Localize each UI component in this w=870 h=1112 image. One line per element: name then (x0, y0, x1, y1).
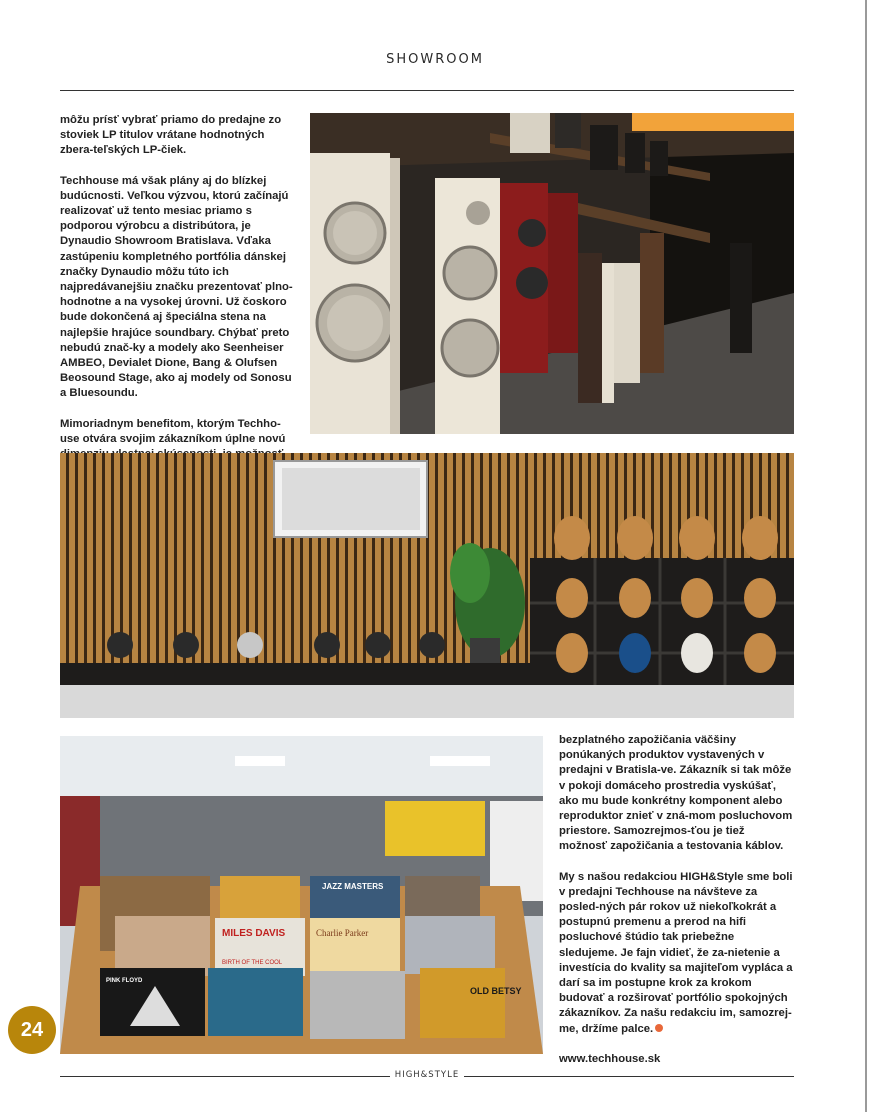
section-header: SHOWROOM (386, 52, 484, 67)
footer-rule-right (464, 1076, 794, 1077)
vinyl-store-photo (60, 736, 543, 1054)
album-label: BIRTH OF THE COOL (222, 960, 283, 966)
paragraph-text: My s našou redakciou HIGH&Style sme boli v predajni Techhouse na návšteve za posled-ných pár rokov už niekoľkokrát a postupnú premenu a prerod na hifi posluchové štúdio tak priebežne sledujeme. Je fajn vidieť, že za-nietenie a investícia do kvality sa majiteľom vypláca a darí sa im postupne krok za krokom budovať a rozširovať portfólio spokojných zákazníkov. Za našu redakciu im, samozrej-me, držíme palce. (559, 870, 793, 1035)
article-column-left (60, 113, 298, 445)
speaker-showroom-photo (310, 113, 794, 434)
website-link[interactable]: www.techhouse.sk (559, 1052, 661, 1065)
headphone-wall-photo (60, 453, 794, 718)
paragraph (559, 870, 795, 1037)
end-mark-icon (655, 1024, 663, 1032)
paragraph: Techhouse má však plány aj do blízkej budúcnosti. Veľkou výzvou, ktorú začínajú realizovať už tento mesiac priamo s podporou výrobcu a distribútora, je Dynaudio Showroom Bratislava. Vďaka zastúpeniu kompletného portfólia dánskej značky Dynaudio môžu túto ich najpredávanejšiu značku prezentovať plno-hodnotne a na vysokej úrovni. Už čoskoro bude dokončená aj špeciálna stena na najlepšie hrajúce soundbary. Chýbať preto nebudú znač-ky a modely ako Seenheiser AMBEO, Devialet Dione, Bang & Olufsen Beosound Stage, ako aj modely od Sonosu a Bluesoundu. (60, 174, 293, 400)
article-column-right (559, 733, 795, 1067)
album-label: PINK FLOYD (106, 978, 143, 984)
paragraph: môžu prísť vybrať priamo do predajne zo stoviek LP titulov vrátane hodnotných zbera-teľských LP-čiek. (60, 114, 282, 157)
footer-rule-left (60, 1076, 390, 1077)
album-label: MILES DAVIS (222, 928, 286, 939)
album-label: OLD BETSY (470, 986, 522, 996)
header-rule (60, 90, 794, 91)
album-label: JAZZ MASTERS (322, 882, 384, 891)
paragraph: Mimoriadnym benefitom, ktorým Techho-use otvára svojim zákazníkom úplne novú (60, 417, 286, 445)
paragraph: bezplatného zapožičania väčšiny ponúkaných produktov vystavených v predajni v Bratisla-ve. Zákazník si tak môže v pokoji domáceho prostredia vyskúšať, ako mu bude konkrétny komponent alebo reproduktor znieť v zná-mom posluchovom priestore. Samozrejmos-ťou je tiež možnosť zapožičania a testovania káblov. (559, 734, 793, 853)
accent-bar (632, 113, 794, 131)
footer-brand: HIGH&STYLE (394, 1070, 460, 1080)
page-edge-line (865, 0, 867, 1112)
page-number-badge: 24 (8, 1006, 56, 1054)
album-label: Charlie Parker (316, 928, 369, 938)
